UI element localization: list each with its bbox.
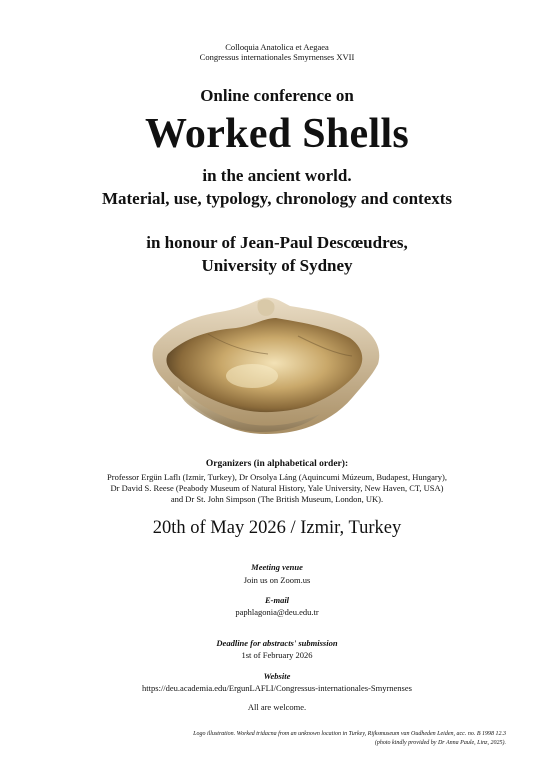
conference-subtitle-1: in the ancient world. <box>202 166 352 185</box>
deadline-value: 1st of February 2026 <box>241 650 313 660</box>
honour-line-1: in honour of Jean-Paul Descœudres, <box>146 233 408 252</box>
organizers-line: and Dr St. John Simpson (The British Museum, London, UK). <box>170 494 384 504</box>
website-link[interactable]: https://deu.academia.edu/ErgunLAFLI/Congressus-internationales-Smyrnenses <box>142 683 412 693</box>
logo-caption-credit: (photo kindly provided by Dr Anna Paule, Linz, 2025). <box>374 740 506 746</box>
organizers-line: Professor Ergün Laflı (Izmir, Turkey), Dr Orsolya Láng (Aquincumi Múzeum, Budapest, Hungary), <box>107 472 447 482</box>
worked-shell-image <box>148 294 384 436</box>
venue-label: Meeting venue <box>251 562 303 572</box>
welcome-note: All are welcome. <box>247 702 307 712</box>
email-label: E-mail <box>264 595 290 605</box>
venue-value: Join us on Zoom.us <box>243 575 311 585</box>
conference-kicker: Online conference on <box>200 86 354 105</box>
honour-line-2: University of Sydney <box>201 256 353 275</box>
organizers-heading: Organizers (in alphabetical order): <box>205 459 349 469</box>
conference-subtitle-2: Material, use, typology, chronology and contexts <box>101 189 453 208</box>
deadline-label: Deadline for abstracts' submission <box>216 638 338 648</box>
conference-title: Worked Shells <box>144 111 410 157</box>
series-title: Colloquia Anatolica et Aegaea <box>225 42 329 52</box>
organizers-line: Dr David S. Reese (Peabody Museum of Natural History, Yale University, New Haven, CT, USA) <box>110 483 444 493</box>
date-and-place: 20th of May 2026 / Izmir, Turkey <box>152 518 402 538</box>
logo-caption: Logo illustration. Worked tridacna from an unknown location in Turkey, Rijksmuseum van Oudheden Leiden, acc. no. B 1998 12.3 <box>193 731 506 737</box>
series-subtitle: Congressus internationales Smyrnenses XVII <box>199 52 355 62</box>
website-label: Website <box>263 671 291 681</box>
email-link[interactable]: paphlagonia@deu.edu.tr <box>235 607 319 617</box>
